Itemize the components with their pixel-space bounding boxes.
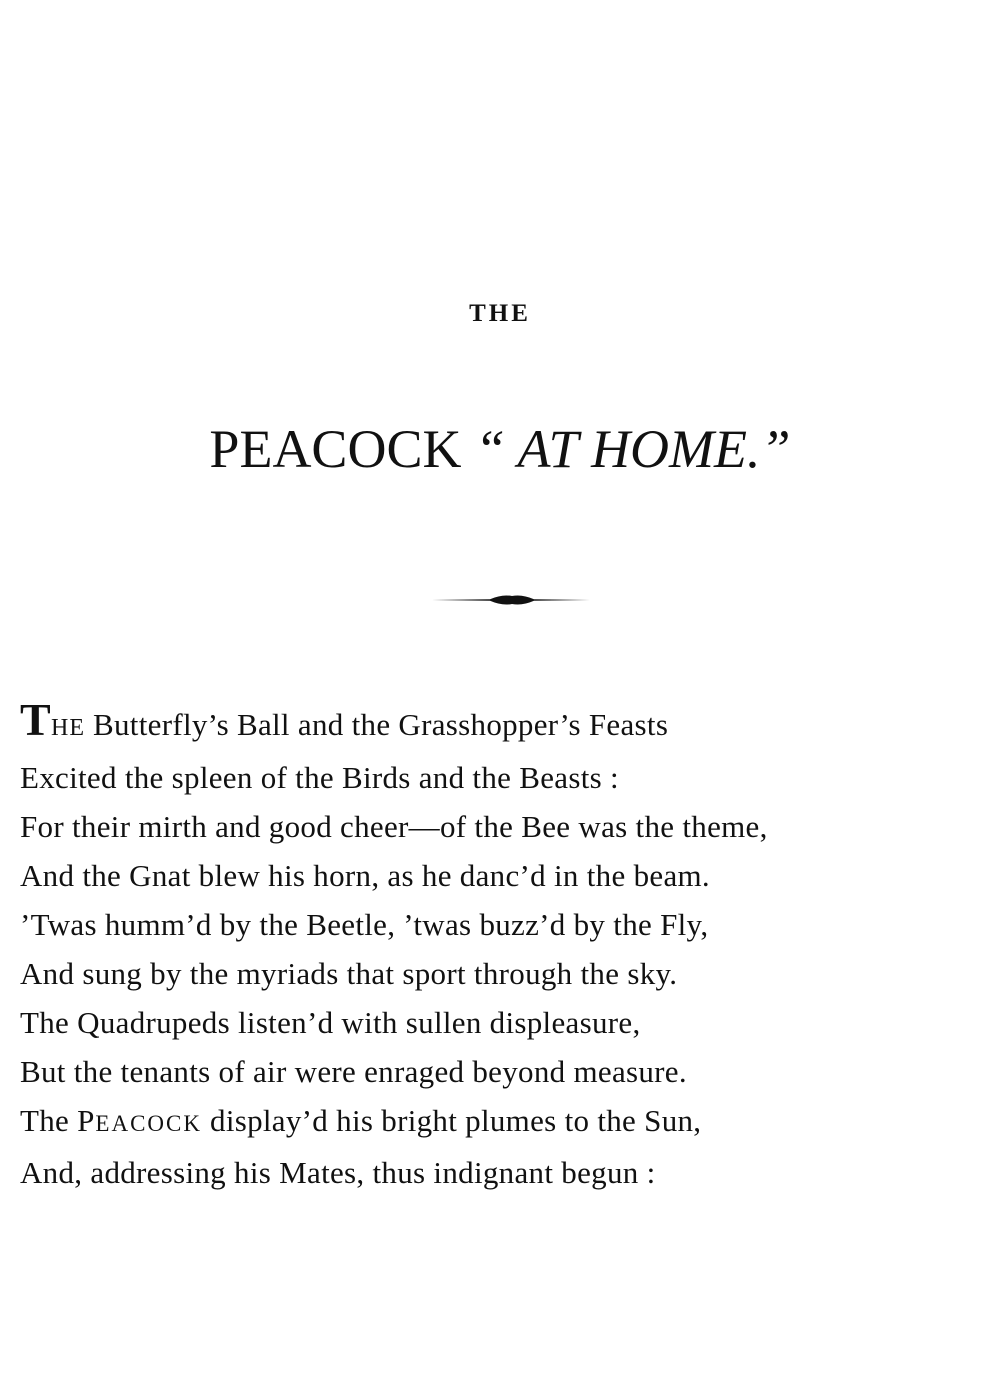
peacock-line-end: display’d his bright plumes to the Sun, (201, 1103, 702, 1138)
poem-line: But the tenants of air were enraged beyond measure. (20, 1054, 687, 1089)
peacock-smallcaps: EACOCK (95, 1111, 202, 1136)
title-prefix: THE (469, 300, 531, 327)
poem-line: And sung by the myriads that sport through the sky. (20, 956, 678, 991)
decorative-rule-icon (430, 590, 592, 610)
title-italic: “ AT HOME.” (474, 419, 791, 479)
peacock-capital: P (77, 1103, 96, 1138)
drop-cap: T (20, 694, 51, 745)
poem-line: ’Twas humm’d by the Beetle, ’twas buzz’d by the Fly, (20, 907, 709, 942)
poem-line: Excited the spleen of the Birds and the Beasts : (20, 760, 619, 795)
peacock-line-start: The (20, 1103, 78, 1138)
poem-line-peacock (20, 1096, 995, 1148)
poem-line: And the Gnat blew his horn, as he danc’d in the beam. (20, 858, 710, 893)
poem-line-first (20, 694, 995, 753)
poem-line-last: And, addressing his Mates, thus indignant begun : (20, 1155, 656, 1190)
page-title (0, 418, 1000, 480)
drop-cap-continuation: HE (50, 715, 85, 741)
poem-line: For their mirth and good cheer—of the Bee was the theme, (20, 809, 768, 844)
title-plain: PEACOCK (209, 419, 475, 479)
poem (20, 694, 995, 1197)
poem-line: The Quadrupeds listen’d with sullen displeasure, (20, 1005, 641, 1040)
first-line-text: Butterfly’s Ball and the Grasshopper’s Feasts (84, 707, 669, 742)
